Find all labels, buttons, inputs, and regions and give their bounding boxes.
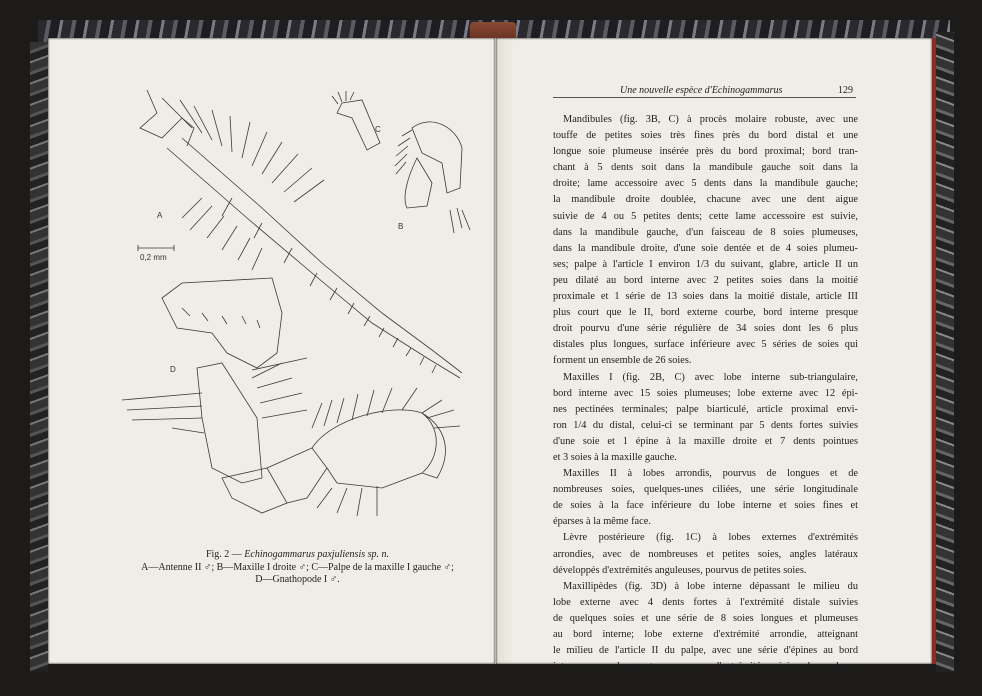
text-line: dans la mandibule droite, d'une soie dentée et de 4 soies plumeu- xyxy=(553,242,858,254)
text-line: chant à 5 dents soit dans la mandibule gauche soit dans la xyxy=(553,162,858,174)
text-line: Maxillipèdes (fig. 3D) à lobe interne dépassant le milieu du xyxy=(563,580,858,592)
text-line: la mandibule droite doublée, chacune avec une dent aigue xyxy=(553,194,858,206)
figure-drawing xyxy=(62,88,472,528)
text-line: dans la mandibule gauche, d'un faisceau de 8 soies plumeuses, xyxy=(553,226,858,238)
label-b: B xyxy=(398,222,404,231)
caption-title: Fig. 2 — Echinogammarus paxjuliensis sp. n. xyxy=(205,549,390,560)
text-line: le milieu de l'article II du palpe, avec une série d'épines au bord xyxy=(553,645,858,657)
text-line: droite; lame accessoire avec 5 dents dans la mandibule gauche; xyxy=(553,178,858,190)
text-line: développés d'extrémités anguleuses, pourvus de petites soies. xyxy=(553,564,807,576)
text-line: plus court que le II, bord externe courbe, bord interne presque xyxy=(553,307,858,319)
text-line: de quelques soies et une série de 8 soies longues et plumeuses xyxy=(553,612,858,624)
text-line: Lèvre postérieure (fig. 1C) à lobes externes d'extrémités xyxy=(563,532,858,544)
scale-label: 0,2 mm xyxy=(140,253,167,262)
book-cover-right xyxy=(936,32,954,672)
figure-caption xyxy=(120,549,475,587)
text-line: arrondies, avec de nombreuses et petites soies, angles latéraux xyxy=(553,548,858,560)
text-line: et 3 soies à la maxille gauche. xyxy=(553,451,677,463)
label-c: C xyxy=(375,125,381,134)
body-text xyxy=(553,112,858,675)
gnathopod-ischium xyxy=(222,468,287,513)
page-number: 129 xyxy=(838,85,853,96)
text-line: nes pectinées terminales; palpe biarticulé, article proximal envi- xyxy=(553,403,858,415)
text-line: proximale et 1 série de 13 soies dans la moitié distale, article III xyxy=(553,291,858,303)
maxilla-palp-c xyxy=(337,100,380,150)
text-line: forment un ensemble de 26 soies. xyxy=(553,355,692,367)
antenna-flagellum-lower xyxy=(167,148,460,378)
gnathopod-dactylus xyxy=(422,413,445,478)
text-line: bord interne avec 15 soies plumeuses; lobe externe avec 12 épi- xyxy=(553,387,858,399)
antenna-flagellum-upper xyxy=(182,138,462,373)
species-name: Echinogammarus paxjuliensis xyxy=(244,549,366,560)
text-line: Mandibules (fig. 3B, C) à procès molaire robuste, avec une xyxy=(563,114,858,125)
gnathopod-coxa xyxy=(162,278,282,368)
header-rule xyxy=(553,97,856,98)
maxilla-b-lobe xyxy=(412,122,462,193)
text-line: suivie de 4 ou 5 petites dents; cette lame accessoire est suivie, xyxy=(553,210,858,222)
text-line: peu dilaté au bord interne avec 2 petites soies dans la moitié xyxy=(553,274,858,286)
gnathopod-basis xyxy=(197,363,262,483)
running-head: Une nouvelle espèce d'Echinogammarus xyxy=(620,85,783,96)
text-line: droit pourvu d'une série régulière de 34 soies dont les 6 plus xyxy=(553,323,858,335)
label-d: D xyxy=(170,365,176,374)
scale-bar xyxy=(138,245,174,251)
text-line: nombreuses soies, quelques-unes ciliées, une série longitudinale xyxy=(553,484,858,496)
text-line: longue soie plumeuse insérée près du bord proximal; bord tran- xyxy=(553,146,858,158)
gnathopod-propodus xyxy=(312,410,436,488)
text-line: ses; palpe à l'article I environ 1/3 du suivant, glabre, article II un xyxy=(553,258,858,270)
text-line: touffe de petites soies très fines près du bord distal et une xyxy=(553,130,858,142)
figure-2-illustration xyxy=(62,88,472,528)
antenna-base-outline xyxy=(140,90,194,146)
text-line: éparses à la même face. xyxy=(553,516,651,528)
text-line: ron 1/4 du distal, celui-ci se terminant par 5 dents fortes suivies xyxy=(553,419,858,431)
label-a: A xyxy=(157,211,163,220)
caption-line-3: D—Gnathopode I ♂. xyxy=(255,574,340,585)
text-line: Maxilles I (fig. 2B, C) avec lobe interne sub-triangulaire, xyxy=(563,371,858,383)
text-line: au bord interne; lobe externe d'extrémité arrondie, atteignant xyxy=(553,629,858,640)
text-line: lobe externe avec 4 dents fortes à l'extrémité distale suivies xyxy=(553,596,858,608)
text-line: distales plus longues, surface inférieure avec 5 séries de soies qui xyxy=(553,339,858,351)
book-cover-left xyxy=(30,42,48,672)
text-line: interne se prolongeant un peu sur l'extrémité, suivies de quelques xyxy=(553,661,858,673)
text-line: de soies à la face inférieure du lobe interne et soies fines et xyxy=(553,500,858,512)
text-line: Maxilles II à lobes arrondis, pourvus de longues et de xyxy=(563,468,858,480)
caption-line-2: A—Antenne II ♂; B—Maxille I droite ♂; C—Palpe de la maxille I gauche ♂; xyxy=(141,561,454,573)
text-line: d'une soie et 1 épine à la maxille droite et 7 dents pointues xyxy=(553,435,858,447)
